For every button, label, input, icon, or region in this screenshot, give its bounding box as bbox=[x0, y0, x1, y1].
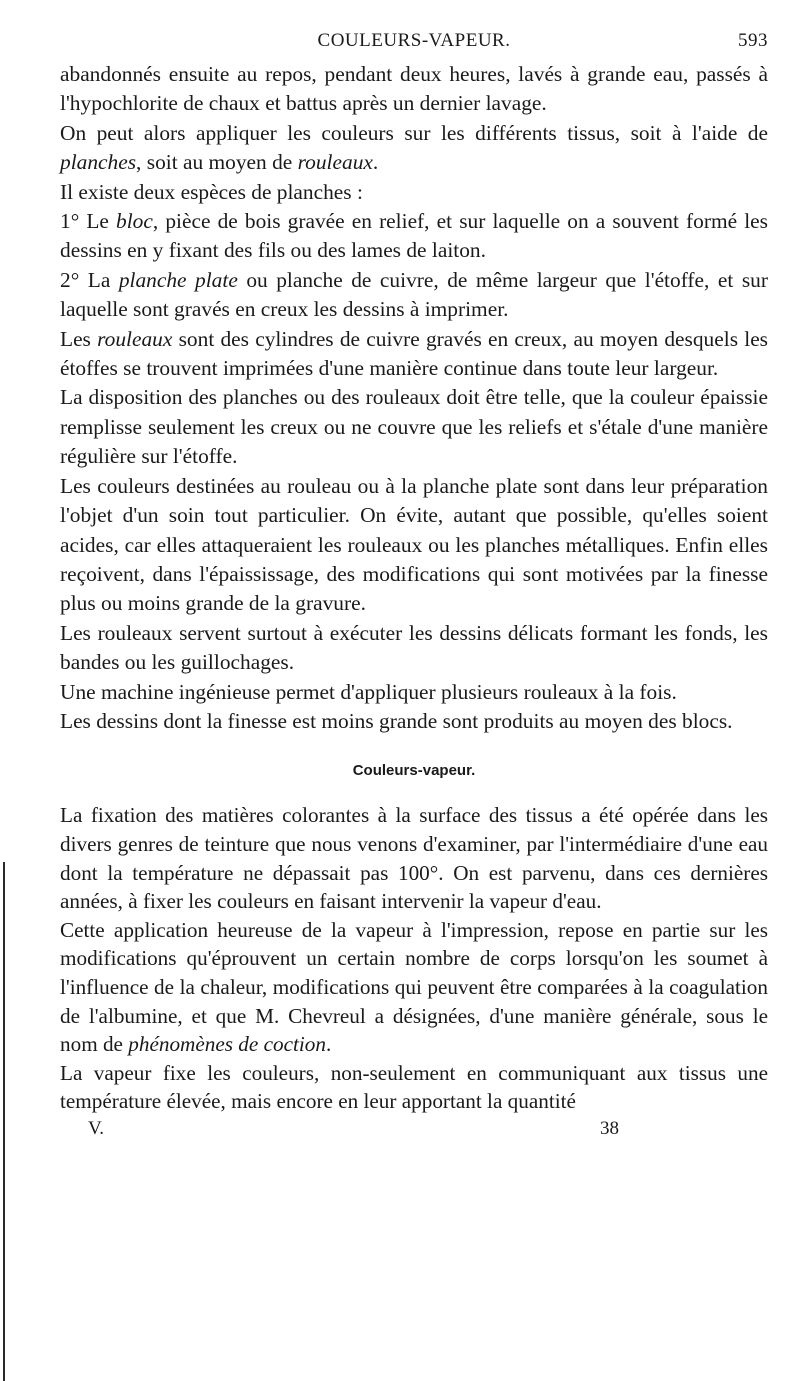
paragraph-text: 1° Le bbox=[60, 209, 117, 234]
signature-volume: V. bbox=[88, 1117, 105, 1139]
paragraph bbox=[60, 383, 768, 471]
paragraph-text: Cette application heureuse de la vapeur à l'impression, repose en partie sur les modifications qu'éprouvent un certain nombre de corps lorsqu'on les soumet à l'influence de la chaleur, modifications qui peuvent être comparées à la coagulation de l'albumine, et que M. Chevreul a désignées, d'une manière générale, sous le nom de bbox=[60, 917, 768, 1057]
paragraph-text: On peut alors appliquer les couleurs sur les différents tissus, soit à l'aide de bbox=[60, 120, 768, 145]
paragraph bbox=[60, 801, 768, 915]
paragraph-text: Les bbox=[60, 326, 98, 351]
paragraph bbox=[60, 1059, 768, 1116]
paragraph bbox=[60, 60, 768, 119]
italic-term: phénomènes de coction bbox=[128, 1032, 326, 1057]
paragraph bbox=[60, 207, 768, 266]
paragraph bbox=[60, 916, 768, 1059]
body-text bbox=[60, 60, 768, 736]
paragraph-text: La fixation des matières colorantes à la surface des tissus a été opérée dans les divers genres de teinture que nous venons d'examiner, par l'intermédiaire d'une eau dont la température ne dépassait pas 100°. On est parvenu, dans ces dernières années, à fixer les couleurs en faisant intervenir la vapeur d'eau. bbox=[60, 803, 768, 914]
paragraph-text: Les couleurs destinées au rouleau ou à la planche plate sont dans leur préparation l'objet d'un soin tout particulier. On évite, autant que possible, qu'elles soient acides, car elles attaqueraient les rouleaux ou les planches métalliques. Enfin elles reçoivent, dans l'épaississage, des modifications qui sont motivées par la finesse plus ou moins grande de la gravure. bbox=[60, 473, 768, 616]
italic-term: bloc bbox=[116, 209, 153, 234]
section-body bbox=[60, 801, 768, 1116]
signature-line bbox=[60, 1118, 768, 1146]
paragraph bbox=[60, 678, 768, 707]
paragraph bbox=[60, 325, 768, 384]
paragraph bbox=[60, 472, 768, 619]
paragraph-text: Les dessins dont la finesse est moins grande sont produits au moyen des blocs. bbox=[60, 708, 733, 733]
paragraph-text: , pièce de bois gravée en relief, et sur laquelle on a souvent formé les dessins en y fixant des fils ou des lames de laiton. bbox=[60, 209, 768, 263]
paragraph bbox=[60, 178, 768, 207]
paragraph-text: , soit au moyen de bbox=[136, 150, 298, 175]
paragraph-text: Il existe deux espèces de planches : bbox=[60, 179, 363, 204]
paragraph-text: La disposition des planches ou des rouleaux doit être telle, que la couleur épaissie remplisse seulement les creux ou ne couvre que les reliefs et s'étale d'une manière régulière sur l'étoffe. bbox=[60, 385, 768, 469]
italic-term: rouleaux bbox=[97, 326, 173, 351]
paragraph-text: Une machine ingénieuse permet d'appliquer plusieurs rouleaux à la fois. bbox=[60, 679, 677, 704]
paragraph bbox=[60, 266, 768, 325]
italic-term: planches bbox=[60, 150, 137, 175]
signature-number: 38 bbox=[600, 1117, 619, 1139]
paragraph-text: 2° La bbox=[60, 267, 119, 292]
running-header bbox=[60, 30, 768, 60]
paragraph-text: La vapeur fixe les couleurs, non-seulement en communiquant aux tissus une température élevée, mais encore en leur apportant la quantité bbox=[60, 1060, 768, 1114]
paragraph bbox=[60, 619, 768, 678]
italic-term: planche plate bbox=[118, 267, 238, 292]
paragraph-text: . bbox=[372, 150, 379, 175]
italic-term: rouleaux bbox=[297, 150, 373, 175]
section-title: Couleurs-vapeur. bbox=[352, 762, 476, 780]
paragraph-text: sont des cylindres de cuivre gravés en creux, au moyen desquels les étoffes se trouvent imprimées d'une manière continue dans toute leur largeur. bbox=[60, 326, 769, 381]
page-edge-rule bbox=[3, 862, 5, 1381]
paragraph-text: Les rouleaux servent surtout à exécuter les dessins délicats formant les fonds, les bandes ou les guillochages. bbox=[60, 620, 768, 675]
paragraph-text: abandonnés ensuite au repos, pendant deux heures, lavés à grande eau, passés à l'hypochlorite de chaux et battus après un dernier lavage. bbox=[60, 62, 768, 116]
paragraph bbox=[60, 707, 768, 736]
paragraph bbox=[60, 119, 768, 178]
running-title: COULEURS-VAPEUR. bbox=[317, 30, 511, 51]
paragraph-text: . bbox=[325, 1032, 332, 1057]
paragraph-text: ou planche de cuivre, de même largeur que l'étoffe, et sur laquelle sont gravés en creux les dessins à imprimer. bbox=[60, 267, 768, 322]
page-number: 593 bbox=[738, 30, 768, 51]
book-page bbox=[60, 30, 768, 1146]
